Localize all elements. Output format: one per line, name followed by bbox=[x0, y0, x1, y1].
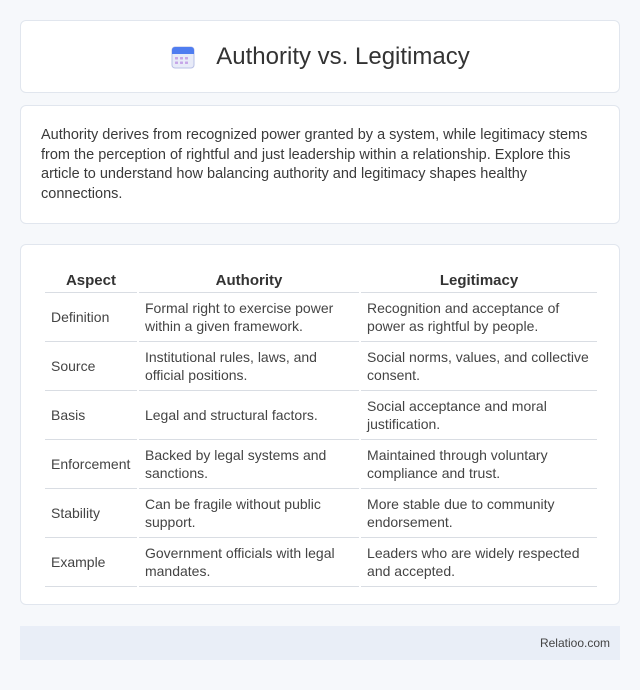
calendar-icon bbox=[170, 44, 196, 70]
column-header-aspect: Aspect bbox=[45, 265, 137, 293]
table-row bbox=[45, 538, 597, 587]
comparison-table-card bbox=[20, 244, 620, 605]
legitimacy-cell: Leaders who are widely respected and accepted. bbox=[361, 538, 597, 587]
legitimacy-cell: More stable due to community endorsement. bbox=[361, 489, 597, 538]
legitimacy-cell: Recognition and acceptance of power as rightful by people. bbox=[361, 293, 597, 342]
aspect-cell: Enforcement bbox=[45, 440, 137, 489]
footer-bar bbox=[20, 626, 620, 660]
table-row bbox=[45, 342, 597, 391]
intro-text: Authority derives from recognized power granted by a system, while legitimacy stems from the perception of rightful and just leadership within a relationship. Explore this article to understand how balancing authority and legitimacy shapes healthy connections. bbox=[41, 127, 588, 202]
authority-cell: Government officials with legal mandates. bbox=[139, 538, 359, 587]
authority-cell: Legal and structural factors. bbox=[139, 391, 359, 440]
comparison-table bbox=[43, 265, 599, 587]
table-row bbox=[45, 440, 597, 489]
page-title: Authority vs. Legitimacy bbox=[216, 42, 470, 70]
column-header-authority: Authority bbox=[139, 265, 359, 293]
aspect-cell: Stability bbox=[45, 489, 137, 538]
header-card bbox=[20, 20, 620, 93]
aspect-cell: Example bbox=[45, 538, 137, 587]
intro-card bbox=[20, 105, 620, 224]
authority-cell: Backed by legal systems and sanctions. bbox=[139, 440, 359, 489]
column-header-legitimacy: Legitimacy bbox=[361, 265, 597, 293]
legitimacy-cell: Maintained through voluntary compliance and trust. bbox=[361, 440, 597, 489]
aspect-cell: Source bbox=[45, 342, 137, 391]
aspect-cell: Definition bbox=[45, 293, 137, 342]
legitimacy-cell: Social acceptance and moral justification. bbox=[361, 391, 597, 440]
authority-cell: Can be fragile without public support. bbox=[139, 489, 359, 538]
authority-cell: Formal right to exercise power within a given framework. bbox=[139, 293, 359, 342]
table-row bbox=[45, 391, 597, 440]
footer-brand: Relatioo.com bbox=[539, 636, 610, 650]
table-row bbox=[45, 489, 597, 538]
authority-cell: Institutional rules, laws, and official positions. bbox=[139, 342, 359, 391]
table-row bbox=[45, 293, 597, 342]
legitimacy-cell: Social norms, values, and collective consent. bbox=[361, 342, 597, 391]
aspect-cell: Basis bbox=[45, 391, 137, 440]
table-header-row bbox=[45, 265, 597, 293]
